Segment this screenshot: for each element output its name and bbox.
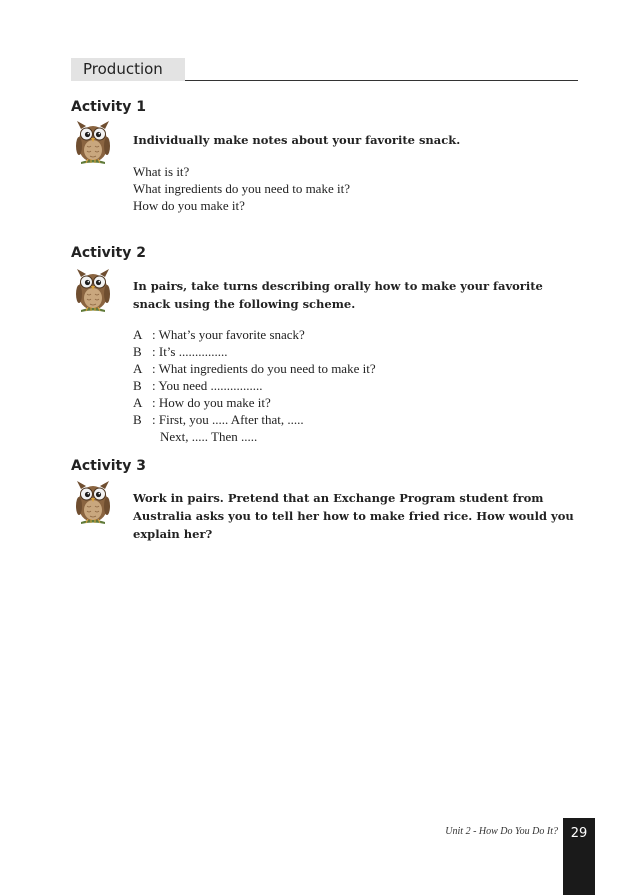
dialogue-speaker: B: [133, 412, 142, 427]
activity-2-title: Activity 2: [71, 245, 146, 261]
dialogue-text: : First, you ..... After that, .....: [152, 412, 304, 427]
dialogue-line: [133, 394, 376, 411]
dialogue-text: : It’s ...............: [152, 344, 228, 359]
dialogue-line: [133, 343, 376, 360]
question-item: What is it?: [133, 164, 190, 179]
dialogue-text: : What’s your favorite snack?: [152, 327, 305, 342]
dialogue-speaker: A: [133, 395, 143, 410]
dialogue-line: [133, 411, 376, 428]
dialogue-line: [133, 360, 376, 377]
activity-2-instruction: In pairs, take turns describing orally how to make your favorite snack using the following scheme.: [133, 279, 543, 311]
section-header: [71, 58, 578, 82]
activity-1-questions: [133, 163, 350, 214]
section-title: Production: [71, 58, 185, 81]
activity-2-dialogue: [133, 326, 376, 445]
dialogue-text: : You need ................: [152, 378, 263, 393]
activity-1-title: Activity 1: [71, 99, 146, 115]
owl-icon: [73, 267, 113, 313]
dialogue-speaker: A: [133, 327, 143, 342]
dialogue-line: [133, 326, 376, 343]
dialogue-text: : How do you make it?: [152, 395, 271, 410]
section-divider: [185, 80, 578, 81]
activity-3-instruction: Work in pairs. Pretend that an Exchange Program student from Australia asks you to tell her how to make fried rice. How would you explain her?: [133, 491, 574, 541]
dialogue-speaker: A: [133, 361, 143, 376]
page-number-box: [563, 818, 595, 895]
owl-icon: [73, 119, 113, 165]
dialogue-text: : What ingredients do you need to make it?: [152, 361, 376, 376]
page-number: 29: [570, 826, 588, 841]
activity-3-title: Activity 3: [71, 458, 146, 474]
dialogue-line: [133, 377, 376, 394]
owl-icon: [73, 479, 113, 525]
question-item: How do you make it?: [133, 198, 245, 213]
activity-1-instruction: Individually make notes about your favorite snack.: [133, 133, 461, 147]
question-item: What ingredients do you need to make it?: [133, 181, 350, 196]
dialogue-speaker: B: [133, 344, 142, 359]
dialogue-speaker: B: [133, 378, 142, 393]
dialogue-continuation: Next, ..... Then .....: [160, 429, 258, 444]
running-footer: Unit 2 - How Do You Do It?: [445, 826, 558, 837]
